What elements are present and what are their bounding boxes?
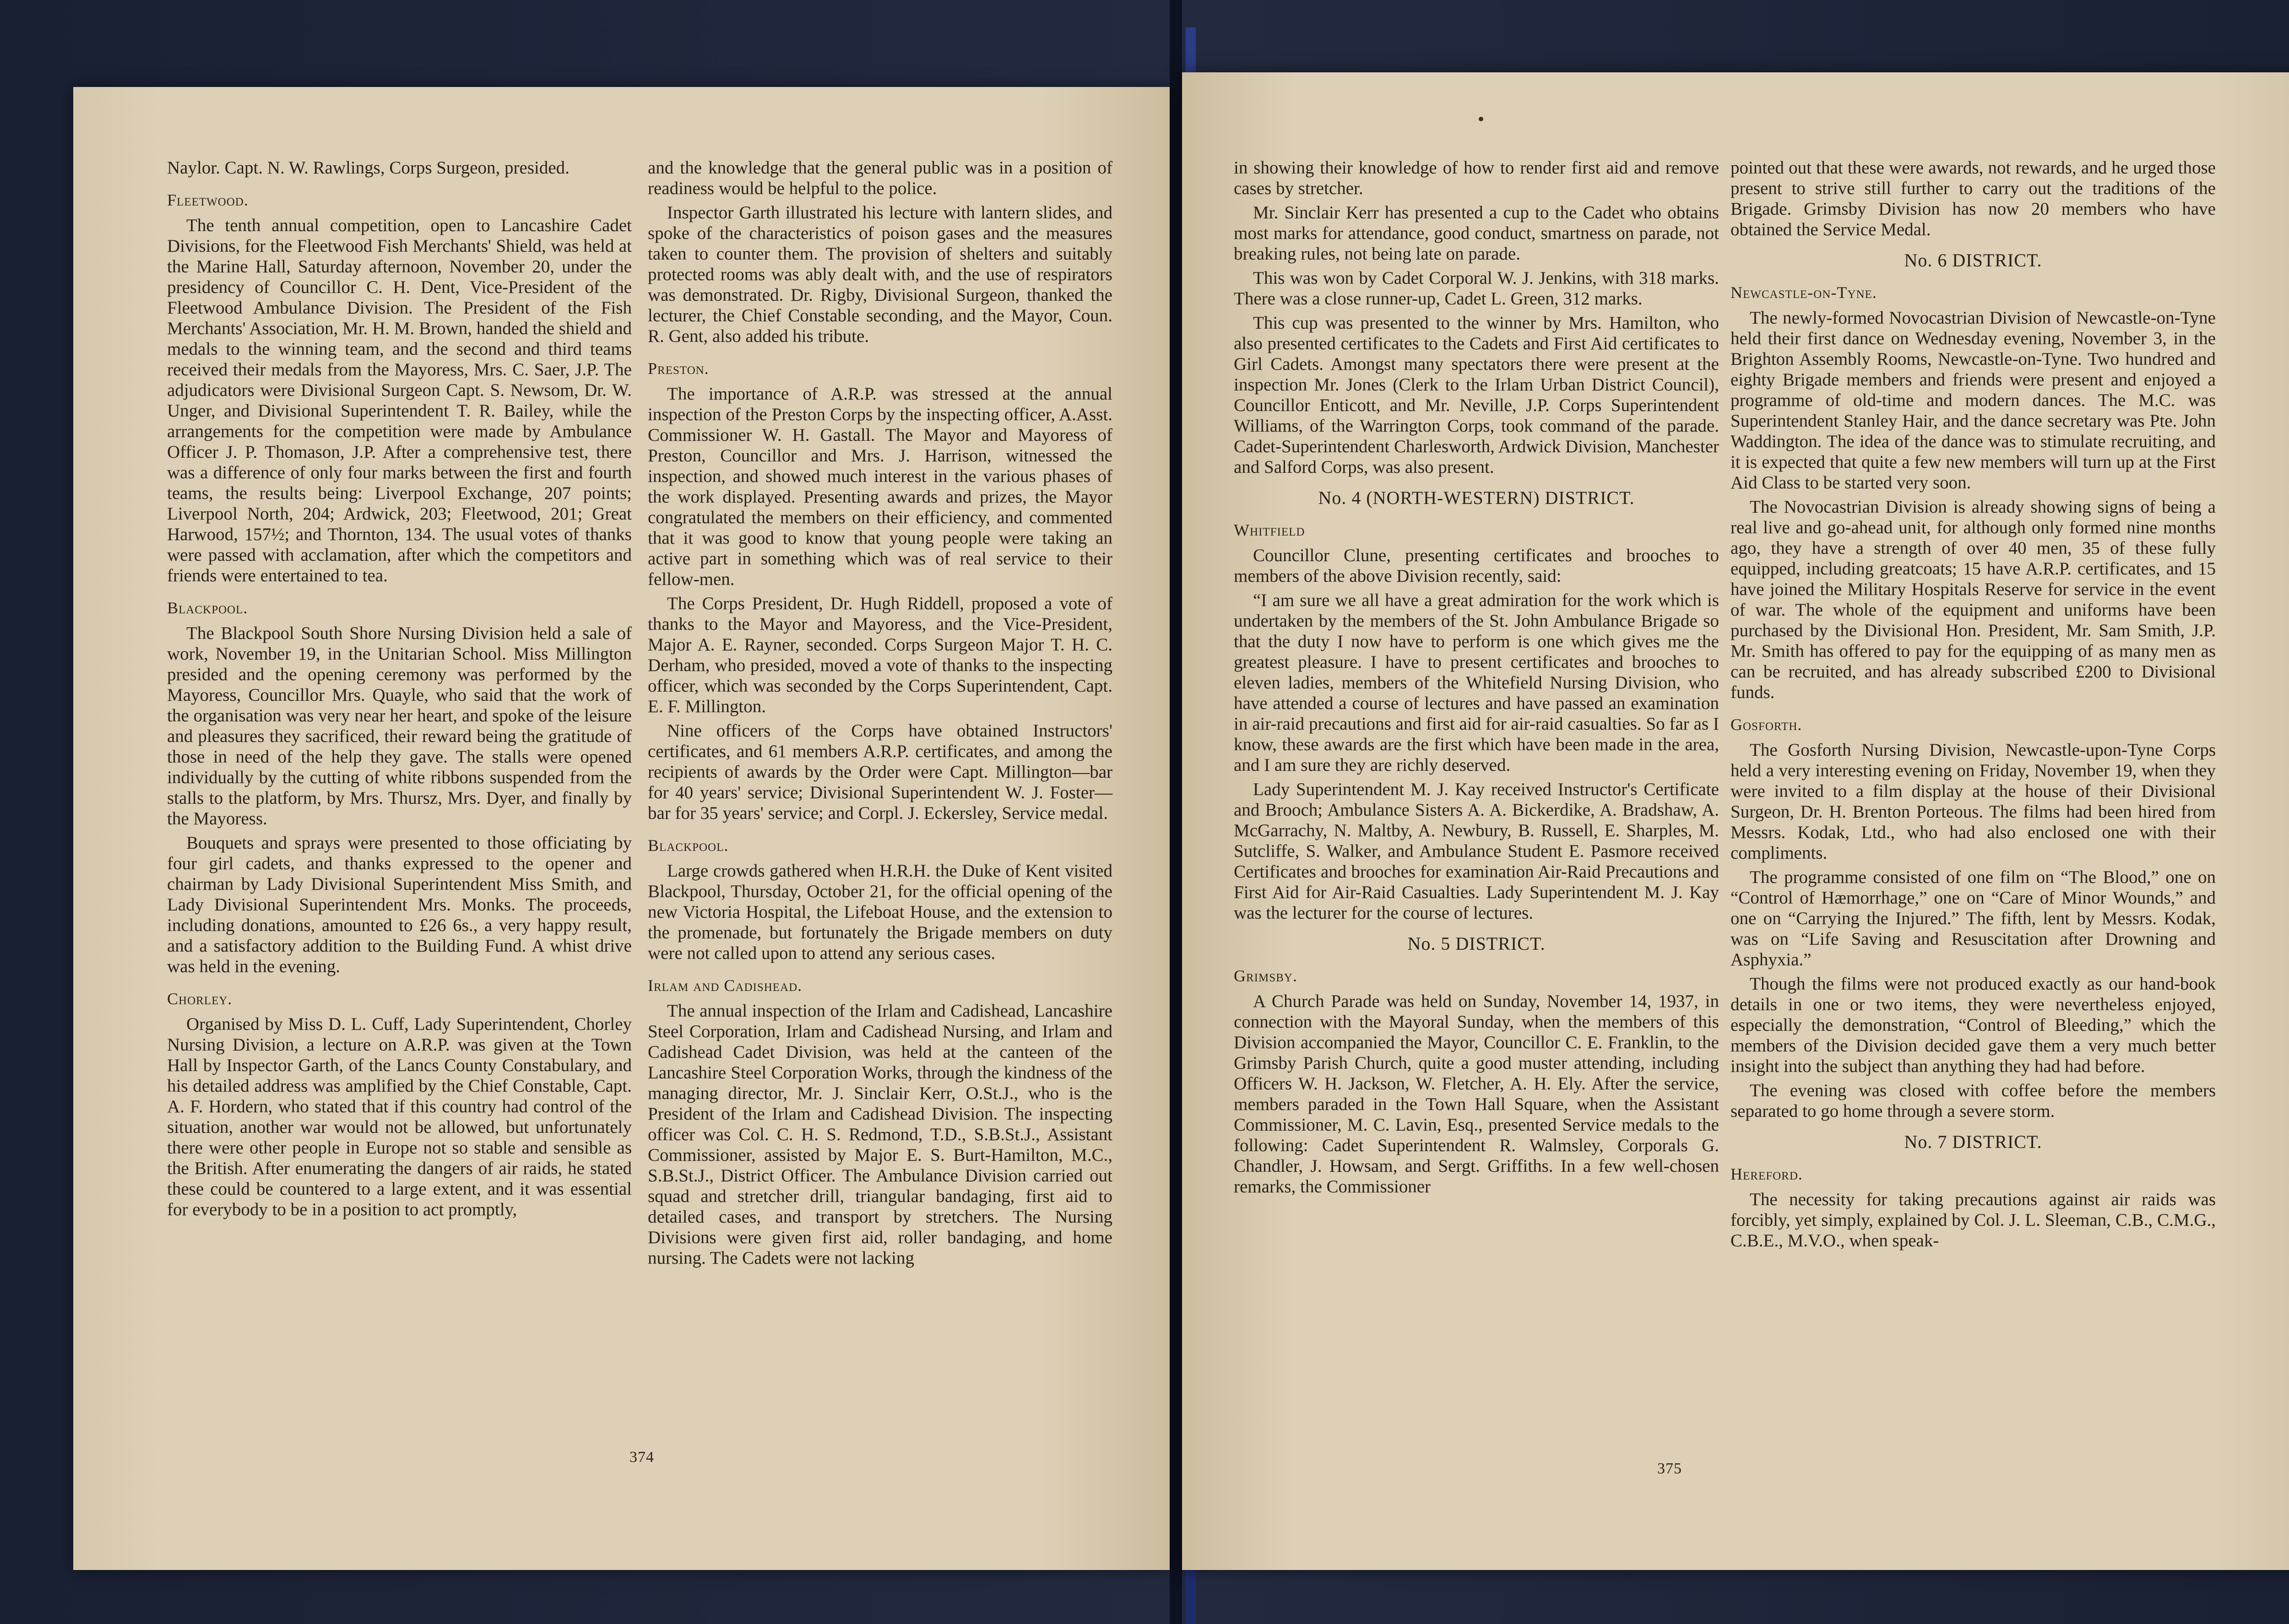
section-heading: Whitfield	[1234, 521, 1305, 539]
paragraph: and the knowledge that the general public was in a position of readiness would be helpful to the police.	[648, 158, 1112, 198]
paragraph: Lady Superintendent M. J. Kay received Instructor's Certificate and Brooch; Ambulance Sisters A. A. Bickerdike, A. Bradshaw, A. McGarrachy, N. Maltby, A. Newbury, B. Russell, E. Sharples, M. Sutcliffe, S. Walker, and Ambulance Student E. Pasmore received Certificates and brooches for examination Air-Raid Precautions and First Aid for Air-Raid Casualties. Lady Superintendent M. J. Kay was the lecturer for the course of lectures.	[1234, 780, 1719, 923]
paragraph: “I am sure we all have a great admiration for the work which is undertaken by the members of the St. John Ambulance Brigade so that the duty I now have to perform is one which gives me the greatest pleasure. I have to present certificates and brooches to eleven ladies, members of the Whitefield Nursing Division, who have attended a course of lectures and have passed an examination in air-raid precautions and first aid for air-raid casualties. So far as I know, these awards are the first which have been made in the area, and I am sure they are richly deserved.	[1234, 590, 1719, 775]
district-heading: No. 6 DISTRICT.	[1904, 250, 2042, 271]
paragraph: Organised by Miss D. L. Cuff, Lady Superintendent, Chorley Nursing Division, a lecture on A.R.P. was given at the Town Hall by Inspector Garth, of the Lancs County Constabulary, and his detailed address was amplified by the Chief Constable, Capt. A. F. Hordern, who stated that if this country had control of the situation, another war would not be allowed, but unfortunately there were other people in Europe not so stable and sensible as the British. After enumerating the dangers of air raids, he stated these could be countered to a large extent, and it was essential for everybody to be in a position to act promptly,	[167, 1014, 632, 1219]
paragraph: The programme consisted of one film on “The Blood,” one on “Control of Hæmorrhage,” one on “Care of Minor Wounds,” and one on “Carrying the Injured.” The fifth, lent by Messrs. Kodak, was on “Life Saving and Resuscitation after Drowning and Asphyxia.”	[1730, 867, 2216, 969]
column-3	[1234, 157, 1719, 1197]
paragraph: Nine officers of the Corps have obtained Instructors' certificates, and 61 members A.R.P. certificates, and among the recipients of awards by the Order were Capt. Millington—bar for 40 years' service; Divisional Superintendent W. J. Foster—bar for 35 years' service; and Corpl. J. Eckersley, Service medal.	[648, 721, 1112, 823]
paragraph: Naylor. Capt. N. W. Rawlings, Corps Surgeon, presided.	[167, 158, 570, 178]
ink-mark	[1479, 117, 1483, 121]
column-4	[1730, 157, 2216, 1251]
paragraph: The Gosforth Nursing Division, Newcastle-upon-Tyne Corps held a very interesting evening on Friday, November 19, when they were invited to a film display at the house of their Divisional Surgeon, Dr. H. Brenton Porteous. The films had been hired from Messrs. Kodak, Ltd., who had also enclosed one with their compliments.	[1730, 740, 2216, 863]
paragraph: in showing their knowledge of how to render first aid and remove cases by stretcher.	[1234, 158, 1719, 198]
paragraph: Councillor Clune, presenting certificates and brooches to members of the above Division recently, said:	[1234, 546, 1719, 586]
section-heading: Chorley.	[167, 990, 233, 1008]
district-heading: No. 4 (NORTH-WESTERN) DISTRICT.	[1318, 487, 1635, 508]
paragraph: The importance of A.R.P. was stressed at the annual inspection of the Preston Corps by the inspecting officer, A.Asst. Commissioner W. H. Gastall. The Mayor and Mayoress of Preston, Councillor and Mrs. J. Harrison, witnessed the inspection, and showed much interest in the various phases of the work displayed. Presenting awards and prizes, the Mayor congratulated the members on their efficiency, and commented that it was good to know that young people were taking an active part in something which was of real service to their fellow-men.	[648, 384, 1112, 589]
paragraph: pointed out that these were awards, not rewards, and he urged those present to strive still further to carry out the traditions of the Brigade. Grimsby Division has now 20 members who have obtained the Service Medal.	[1730, 158, 2216, 239]
section-heading: Preston.	[648, 359, 709, 378]
paragraph: The annual inspection of the Irlam and Cadishead, Lancashire Steel Corporation, Irlam and Cadishead Nursing, and Irlam and Cadishead Cadet Division, was held at the canteen of the Lancashire Steel Corporation Works, through the kindness of the managing director, Mr. J. Sinclair Kerr, O.St.J., who is the President of the Irlam and Cadishead Division. The inspecting officer was Col. C. H. S. Redmond, T.D., S.B.St.J., Assistant Commissioner, assisted by Major E. S. Burt-Hamilton, M.C., S.B.St.J., District Officer. The Ambulance Division carried out squad and stretcher drill, triangular bandaging, first aid to detailed cases, and transport by stretchers. The Nursing Divisions were given first aid, roller bandaging, and home nursing. The Cadets were not lacking	[648, 1001, 1112, 1268]
column-2	[648, 157, 1112, 1268]
section-heading: Gosforth.	[1730, 715, 1802, 734]
paragraph: The evening was closed with coffee before the members separated to go home through a severe storm.	[1730, 1081, 2216, 1121]
paragraph: The Corps President, Dr. Hugh Riddell, proposed a vote of thanks to the Mayor and Mayoress, and the Vice-President, Major A. E. Rayner, seconded. Corps Surgeon Major T. H. C. Derham, who presided, moved a vote of thanks to the inspecting officer, which was seconded by the Corps Superintendent, Capt. E. F. Millington.	[648, 594, 1112, 716]
paragraph: This cup was presented to the winner by Mrs. Hamilton, who also presented certificates to the Cadets and First Aid certificates to Girl Cadets. Amongst many spectators there were present at the inspection Mr. Jones (Clerk to the Irlam Urban District Council), Councillor Enticott, and Mr. Neville, J.P. Corps Superintendent Williams, of the Warrington Corps, took command of the parade. Cadet-Superintendent Charlesworth, Ardwick Division, Manchester and Salford Corps, was also present.	[1234, 313, 1719, 477]
column-1	[167, 157, 632, 1220]
paragraph: The newly-formed Novocastrian Division of Newcastle-on-Tyne held their first dance on Wednesday evening, November 3, in the Brighton Assembly Rooms, Newcastle-on-Tyne. Two hundred and eighty Brigade members and friends were present and enjoyed a programme of old-time and modern dances. The M.C. was Superintendent Stanley Hair, and the dance secretary was Pte. John Waddington. The idea of the dance was to stimulate recruiting, and it is expected that quite a few new members will turn up at the First Aid Class to be started very soon.	[1730, 308, 2216, 493]
paragraph: Bouquets and sprays were presented to those officiating by four girl cadets, and thanks expressed to the opener and chairman by Lady Divisional Superintendent Miss Smith, and Lady Divisional Superintendent Mrs. Monks. The proceeds, including donations, amounted to £26 6s., a very happy result, and a satisfactory addition to the Building Fund. A whist drive was held in the evening.	[167, 833, 632, 976]
paragraph: The Novocastrian Division is already showing signs of being a real live and go-ahead unit, for although only formed nine months ago, they have a strength of over 40 men, 35 of these fully equipped, including greatcoats; 15 have A.R.P. certificates, and 15 have joined the Military Hospitals Reserve for service in the event of war. The whole of the equipment and uniforms have been purchased by the Divisional Hon. President, Mr. Sam Smith, J.P. Mr. Smith has offered to pay for the equipping of as many men as can be recruited, and has already subscribed £200 to Divisional funds.	[1730, 497, 2216, 702]
page-number-right: 375	[1657, 1460, 1682, 1477]
paragraph: Mr. Sinclair Kerr has presented a cup to the Cadet who obtains most marks for attendance, good conduct, smartness on parade, not breaking rules, not being late on parade.	[1234, 203, 1719, 264]
paragraph: Large crowds gathered when H.R.H. the Duke of Kent visited Blackpool, Thursday, October 21, for the official opening of the new Victoria Hospital, the Lifeboat House, and the extension to the promenade, but fortunately the Brigade members on duty were not called upon to attend any serious cases.	[648, 861, 1112, 963]
district-heading: No. 5 DISTRICT.	[1407, 933, 1546, 954]
paragraph: The tenth annual competition, open to Lancashire Cadet Divisions, for the Fleetwood Fish Merchants' Shield, was held at the Marine Hall, Saturday afternoon, November 20, under the presidency of Councillor C. H. Dent, Vice-President of the Fleetwood Ambulance Division. The President of the Fish Merchants' Association, Mr. H. M. Brown, handed the shield and medals to the winning team, and the second and third teams received their medals from the Mayoress, Mrs. C. Saer, J.P. The adjudicators were Divisional Surgeon Capt. S. Newsom, Dr. W. Unger, and Divisional Superintendent T. R. Bailey, while the arrangements for the competition were made by Ambulance Officer J. P. Thomason, J.P. After a comprehensive test, there was a difference of only four marks between the first and fourth teams, the results being: Liverpool Exchange, 207 points; Liverpool North, 204; Ardwick, 203; Fleetwood, 201; Great Harwood, 157½; and Thornton, 134. The usual votes of thanks were passed with acclamation, after which the competitors and friends were entertained to tea.	[167, 216, 632, 585]
paragraph: This was won by Cadet Corporal W. J. Jenkins, with 318 marks. There was a close runner-up, Cadet L. Green, 312 marks.	[1234, 268, 1719, 309]
paragraph: Though the films were not produced exactly as our hand-book details in one or two items, they were nevertheless enjoyed, especially the demonstration, “Control of Bleeding,” which the members of the Division decided gave them a very much better insight into the subject than anything they had had before.	[1730, 974, 2216, 1076]
section-heading: Irlam and Cadishead.	[648, 976, 803, 995]
section-heading: Hereford.	[1730, 1165, 1803, 1183]
paragraph: The Blackpool South Shore Nursing Division held a sale of work, November 19, in the Unitarian School. Miss Millington presided and the opening ceremony was performed by the Mayoress, Councillor Mrs. Quayle, who said that the work of the organisation was very near her heart, and spoke of the leisure and pleasures they sacrificed, their reward being the gratitude of those in need of the help they gave. The stalls were opened individually by the cutting of white ribbons suspended from the stalls to the platform, by Mrs. Thursz, Mrs. Dyer, and finally by the Mayoress.	[167, 623, 632, 828]
paragraph: Inspector Garth illustrated his lecture with lantern slides, and spoke of the characteristics of poison gases and the measures taken to counter them. The provision of shelters and suitably protected rooms was ably dealt with, and the use of respirators was demonstrated. Dr. Rigby, Divisional Surgeon, thanked the lecturer, the Chief Constable seconding, and the Mayor, Coun. R. Gent, also added his tribute.	[648, 203, 1112, 346]
section-heading: Grimsby.	[1234, 967, 1297, 985]
section-heading: Blackpool.	[648, 836, 729, 855]
paragraph: The necessity for taking precautions against air raids was forcibly, yet simply, explained by Col. J. L. Sleeman, C.B., C.M.G., C.B.E., M.V.O., when speak-	[1730, 1190, 2216, 1250]
page-number-left: 374	[629, 1449, 654, 1466]
section-heading: Newcastle-on-Tyne.	[1730, 283, 1877, 302]
paragraph: A Church Parade was held on Sunday, November 14, 1937, in connection with the Mayoral Sunday, when the members of this Division accompanied the Mayor, Councillor C. E. Franklin, to the Grimsby Parish Church, quite a good muster attending, including Officers W. H. Jackson, W. Fletcher, A. H. Ely. After the service, members paraded in the Town Hall Square, when the Assistant Commissioner, M. C. Lavin, Esq., presented Service medals to the following: Cadet Superintendent R. Walmsley, Corporals G. Chandler, J. Howsam, and Sergt. Griffiths. In a few well-chosen remarks, the Commissioner	[1234, 991, 1719, 1196]
district-heading: No. 7 DISTRICT.	[1904, 1131, 2042, 1152]
book-gutter	[1170, 0, 1182, 1624]
section-heading: Fleetwood.	[167, 191, 249, 209]
section-heading: Blackpool.	[167, 599, 248, 617]
